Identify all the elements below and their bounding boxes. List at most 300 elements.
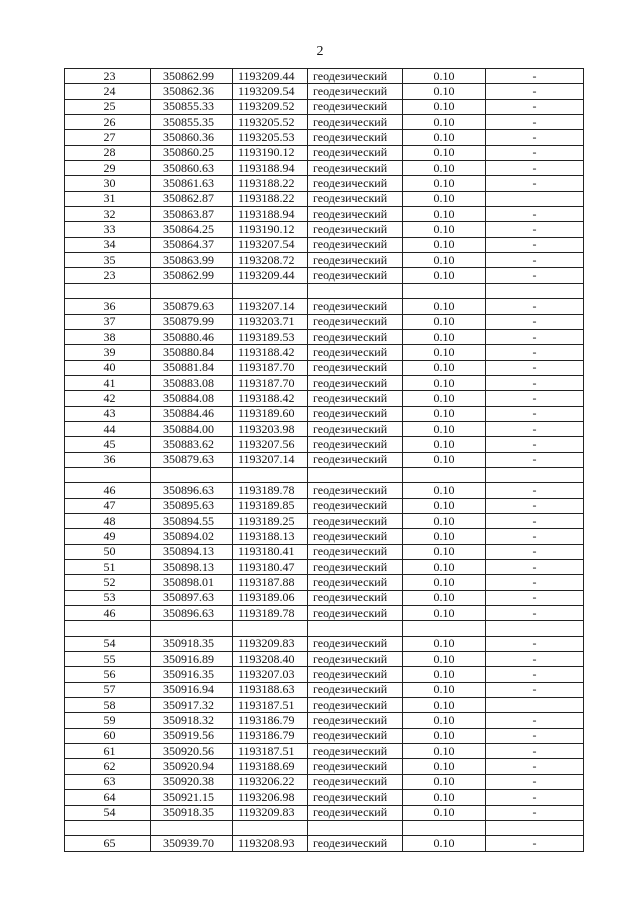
y-coordinate-cell: 1193209.83 xyxy=(233,805,308,820)
description-cell: - xyxy=(486,99,584,114)
coordinates-table xyxy=(64,68,584,852)
accuracy-cell: 0.10 xyxy=(403,790,486,805)
x-coordinate-cell: 350894.13 xyxy=(151,544,233,559)
method-cell: геодезический xyxy=(308,652,403,667)
x-coordinate-cell: 350896.63 xyxy=(151,606,233,621)
empty-cell xyxy=(151,820,233,835)
table-row xyxy=(65,836,584,851)
y-coordinate-cell: 1193180.47 xyxy=(233,560,308,575)
description-cell: - xyxy=(486,452,584,467)
method-cell: геодезический xyxy=(308,314,403,329)
method-cell: геодезический xyxy=(308,222,403,237)
accuracy-cell: 0.10 xyxy=(403,513,486,528)
x-coordinate-cell: 350916.35 xyxy=(151,667,233,682)
method-cell: геодезический xyxy=(308,329,403,344)
accuracy-cell: 0.10 xyxy=(403,253,486,268)
method-cell: геодезический xyxy=(308,360,403,375)
accuracy-cell: 0.10 xyxy=(403,375,486,390)
method-cell: геодезический xyxy=(308,421,403,436)
accuracy-cell: 0.10 xyxy=(403,544,486,559)
table-row xyxy=(65,790,584,805)
description-cell: - xyxy=(486,744,584,759)
method-cell: геодезический xyxy=(308,728,403,743)
x-coordinate-cell: 350881.84 xyxy=(151,360,233,375)
point-number-cell: 59 xyxy=(65,713,151,728)
point-number-cell: 25 xyxy=(65,99,151,114)
accuracy-cell: 0.10 xyxy=(403,84,486,99)
method-cell: геодезический xyxy=(308,560,403,575)
method-cell: геодезический xyxy=(308,790,403,805)
table-row xyxy=(65,69,584,84)
point-number-cell: 46 xyxy=(65,606,151,621)
empty-cell xyxy=(403,621,486,636)
y-coordinate-cell: 1193203.98 xyxy=(233,421,308,436)
method-cell: геодезический xyxy=(308,191,403,206)
description-cell: - xyxy=(486,483,584,498)
x-coordinate-cell: 350862.36 xyxy=(151,84,233,99)
empty-cell xyxy=(403,283,486,298)
description-cell: - xyxy=(486,360,584,375)
y-coordinate-cell: 1193188.69 xyxy=(233,759,308,774)
y-coordinate-cell: 1193190.12 xyxy=(233,145,308,160)
page-number: 2 xyxy=(316,44,324,59)
accuracy-cell: 0.10 xyxy=(403,69,486,84)
accuracy-cell: 0.10 xyxy=(403,391,486,406)
description-cell: - xyxy=(486,590,584,605)
point-number-cell: 42 xyxy=(65,391,151,406)
table-row xyxy=(65,452,584,467)
point-number-cell: 35 xyxy=(65,253,151,268)
x-coordinate-cell: 350894.02 xyxy=(151,529,233,544)
table-spacer-row xyxy=(65,820,584,835)
x-coordinate-cell: 350921.15 xyxy=(151,790,233,805)
x-coordinate-cell: 350897.63 xyxy=(151,590,233,605)
y-coordinate-cell: 1193209.54 xyxy=(233,84,308,99)
method-cell: геодезический xyxy=(308,590,403,605)
description-cell: - xyxy=(486,69,584,84)
point-number-cell: 54 xyxy=(65,805,151,820)
empty-cell xyxy=(308,820,403,835)
method-cell: геодезический xyxy=(308,513,403,528)
description-cell: - xyxy=(486,529,584,544)
x-coordinate-cell: 350862.99 xyxy=(151,69,233,84)
point-number-cell: 64 xyxy=(65,790,151,805)
description-cell xyxy=(486,191,584,206)
table-row xyxy=(65,529,584,544)
description-cell: - xyxy=(486,544,584,559)
table-row xyxy=(65,744,584,759)
x-coordinate-cell: 350895.63 xyxy=(151,498,233,513)
description-cell: - xyxy=(486,728,584,743)
description-cell: - xyxy=(486,329,584,344)
description-cell: - xyxy=(486,237,584,252)
y-coordinate-cell: 1193189.53 xyxy=(233,329,308,344)
description-cell: - xyxy=(486,421,584,436)
y-coordinate-cell: 1193207.03 xyxy=(233,667,308,682)
x-coordinate-cell: 350884.08 xyxy=(151,391,233,406)
table-row xyxy=(65,345,584,360)
accuracy-cell: 0.10 xyxy=(403,698,486,713)
x-coordinate-cell: 350863.87 xyxy=(151,207,233,222)
point-number-cell: 45 xyxy=(65,437,151,452)
table-row xyxy=(65,759,584,774)
description-cell: - xyxy=(486,560,584,575)
empty-cell xyxy=(151,467,233,482)
y-coordinate-cell: 1193187.70 xyxy=(233,375,308,390)
empty-cell xyxy=(403,467,486,482)
empty-cell xyxy=(233,467,308,482)
accuracy-cell: 0.10 xyxy=(403,498,486,513)
x-coordinate-cell: 350918.35 xyxy=(151,805,233,820)
description-cell: - xyxy=(486,759,584,774)
y-coordinate-cell: 1193188.42 xyxy=(233,391,308,406)
accuracy-cell: 0.10 xyxy=(403,237,486,252)
y-coordinate-cell: 1193186.79 xyxy=(233,713,308,728)
point-number-cell: 32 xyxy=(65,207,151,222)
method-cell: геодезический xyxy=(308,774,403,789)
y-coordinate-cell: 1193187.70 xyxy=(233,360,308,375)
method-cell: геодезический xyxy=(308,145,403,160)
y-coordinate-cell: 1193187.88 xyxy=(233,575,308,590)
table-row xyxy=(65,268,584,283)
accuracy-cell: 0.10 xyxy=(403,406,486,421)
x-coordinate-cell: 350916.94 xyxy=(151,682,233,697)
y-coordinate-cell: 1193188.63 xyxy=(233,682,308,697)
description-cell: - xyxy=(486,437,584,452)
accuracy-cell: 0.10 xyxy=(403,774,486,789)
table-row xyxy=(65,636,584,651)
point-number-cell: 31 xyxy=(65,191,151,206)
table-row xyxy=(65,314,584,329)
table-row xyxy=(65,375,584,390)
accuracy-cell: 0.10 xyxy=(403,560,486,575)
accuracy-cell: 0.10 xyxy=(403,575,486,590)
empty-cell xyxy=(65,621,151,636)
point-number-cell: 28 xyxy=(65,145,151,160)
accuracy-cell: 0.10 xyxy=(403,836,486,851)
table-row xyxy=(65,299,584,314)
y-coordinate-cell: 1193207.54 xyxy=(233,237,308,252)
accuracy-cell: 0.10 xyxy=(403,421,486,436)
x-coordinate-cell: 350860.36 xyxy=(151,130,233,145)
method-cell: геодезический xyxy=(308,437,403,452)
method-cell: геодезический xyxy=(308,529,403,544)
accuracy-cell: 0.10 xyxy=(403,145,486,160)
accuracy-cell: 0.10 xyxy=(403,268,486,283)
x-coordinate-cell: 350880.46 xyxy=(151,329,233,344)
table-row xyxy=(65,391,584,406)
method-cell: геодезический xyxy=(308,391,403,406)
y-coordinate-cell: 1193208.93 xyxy=(233,836,308,851)
y-coordinate-cell: 1193208.40 xyxy=(233,652,308,667)
table-row xyxy=(65,191,584,206)
method-cell: геодезический xyxy=(308,84,403,99)
accuracy-cell: 0.10 xyxy=(403,713,486,728)
x-coordinate-cell: 350894.55 xyxy=(151,513,233,528)
method-cell: геодезический xyxy=(308,161,403,176)
y-coordinate-cell: 1193187.51 xyxy=(233,698,308,713)
description-cell: - xyxy=(486,161,584,176)
x-coordinate-cell: 350939.70 xyxy=(151,836,233,851)
y-coordinate-cell: 1193189.60 xyxy=(233,406,308,421)
y-coordinate-cell: 1193188.22 xyxy=(233,191,308,206)
method-cell: геодезический xyxy=(308,805,403,820)
point-number-cell: 65 xyxy=(65,836,151,851)
method-cell: геодезический xyxy=(308,253,403,268)
empty-cell xyxy=(308,621,403,636)
x-coordinate-cell: 350880.84 xyxy=(151,345,233,360)
point-number-cell: 46 xyxy=(65,483,151,498)
description-cell: - xyxy=(486,345,584,360)
description-cell: - xyxy=(486,222,584,237)
point-number-cell: 39 xyxy=(65,345,151,360)
empty-cell xyxy=(233,820,308,835)
empty-cell xyxy=(65,820,151,835)
description-cell: - xyxy=(486,391,584,406)
empty-cell xyxy=(233,283,308,298)
table-row xyxy=(65,698,584,713)
method-cell: геодезический xyxy=(308,544,403,559)
table-row xyxy=(65,513,584,528)
point-number-cell: 47 xyxy=(65,498,151,513)
x-coordinate-cell: 350918.32 xyxy=(151,713,233,728)
method-cell: геодезический xyxy=(308,130,403,145)
y-coordinate-cell: 1193188.42 xyxy=(233,345,308,360)
empty-cell xyxy=(65,467,151,482)
x-coordinate-cell: 350918.35 xyxy=(151,636,233,651)
x-coordinate-cell: 350884.46 xyxy=(151,406,233,421)
x-coordinate-cell: 350883.62 xyxy=(151,437,233,452)
method-cell: геодезический xyxy=(308,176,403,191)
point-number-cell: 27 xyxy=(65,130,151,145)
point-number-cell: 26 xyxy=(65,115,151,130)
point-number-cell: 40 xyxy=(65,360,151,375)
table-row xyxy=(65,421,584,436)
x-coordinate-cell: 350864.25 xyxy=(151,222,233,237)
accuracy-cell: 0.10 xyxy=(403,652,486,667)
description-cell: - xyxy=(486,652,584,667)
y-coordinate-cell: 1193189.06 xyxy=(233,590,308,605)
x-coordinate-cell: 350879.63 xyxy=(151,452,233,467)
accuracy-cell: 0.10 xyxy=(403,360,486,375)
method-cell: геодезический xyxy=(308,375,403,390)
y-coordinate-cell: 1193209.44 xyxy=(233,69,308,84)
method-cell: геодезический xyxy=(308,606,403,621)
point-number-cell: 56 xyxy=(65,667,151,682)
method-cell: геодезический xyxy=(308,698,403,713)
empty-cell xyxy=(151,621,233,636)
method-cell: геодезический xyxy=(308,345,403,360)
description-cell: - xyxy=(486,299,584,314)
y-coordinate-cell: 1193206.22 xyxy=(233,774,308,789)
accuracy-cell: 0.10 xyxy=(403,130,486,145)
point-number-cell: 58 xyxy=(65,698,151,713)
point-number-cell: 52 xyxy=(65,575,151,590)
table-row xyxy=(65,406,584,421)
y-coordinate-cell: 1193188.94 xyxy=(233,161,308,176)
method-cell: геодезический xyxy=(308,299,403,314)
y-coordinate-cell: 1193180.41 xyxy=(233,544,308,559)
method-cell: геодезический xyxy=(308,237,403,252)
y-coordinate-cell: 1193206.98 xyxy=(233,790,308,805)
table-row xyxy=(65,560,584,575)
accuracy-cell: 0.10 xyxy=(403,99,486,114)
point-number-cell: 38 xyxy=(65,329,151,344)
y-coordinate-cell: 1193189.85 xyxy=(233,498,308,513)
table-row xyxy=(65,590,584,605)
description-cell: - xyxy=(486,774,584,789)
description-cell: - xyxy=(486,406,584,421)
x-coordinate-cell: 350919.56 xyxy=(151,728,233,743)
y-coordinate-cell: 1193207.56 xyxy=(233,437,308,452)
y-coordinate-cell: 1193190.12 xyxy=(233,222,308,237)
point-number-cell: 34 xyxy=(65,237,151,252)
table-spacer-row xyxy=(65,467,584,482)
description-cell: - xyxy=(486,805,584,820)
y-coordinate-cell: 1193188.22 xyxy=(233,176,308,191)
empty-cell xyxy=(403,820,486,835)
method-cell: геодезический xyxy=(308,99,403,114)
point-number-cell: 50 xyxy=(65,544,151,559)
accuracy-cell: 0.10 xyxy=(403,191,486,206)
method-cell: геодезический xyxy=(308,207,403,222)
accuracy-cell: 0.10 xyxy=(403,161,486,176)
description-cell xyxy=(486,698,584,713)
table-row xyxy=(65,237,584,252)
y-coordinate-cell: 1193188.13 xyxy=(233,529,308,544)
accuracy-cell: 0.10 xyxy=(403,529,486,544)
point-number-cell: 63 xyxy=(65,774,151,789)
empty-cell xyxy=(486,283,584,298)
point-number-cell: 41 xyxy=(65,375,151,390)
y-coordinate-cell: 1193186.79 xyxy=(233,728,308,743)
table-row xyxy=(65,222,584,237)
table-row xyxy=(65,544,584,559)
accuracy-cell: 0.10 xyxy=(403,805,486,820)
x-coordinate-cell: 350916.89 xyxy=(151,652,233,667)
x-coordinate-cell: 350864.37 xyxy=(151,237,233,252)
accuracy-cell: 0.10 xyxy=(403,314,486,329)
x-coordinate-cell: 350861.63 xyxy=(151,176,233,191)
table-row xyxy=(65,99,584,114)
description-cell: - xyxy=(486,606,584,621)
point-number-cell: 33 xyxy=(65,222,151,237)
x-coordinate-cell: 350898.01 xyxy=(151,575,233,590)
description-cell: - xyxy=(486,498,584,513)
y-coordinate-cell: 1193189.78 xyxy=(233,606,308,621)
x-coordinate-cell: 350920.94 xyxy=(151,759,233,774)
point-number-cell: 29 xyxy=(65,161,151,176)
x-coordinate-cell: 350855.33 xyxy=(151,99,233,114)
description-cell: - xyxy=(486,636,584,651)
accuracy-cell: 0.10 xyxy=(403,759,486,774)
x-coordinate-cell: 350896.63 xyxy=(151,483,233,498)
point-number-cell: 36 xyxy=(65,452,151,467)
point-number-cell: 23 xyxy=(65,69,151,84)
x-coordinate-cell: 350860.63 xyxy=(151,161,233,176)
description-cell: - xyxy=(486,713,584,728)
point-number-cell: 60 xyxy=(65,728,151,743)
x-coordinate-cell: 350855.35 xyxy=(151,115,233,130)
table-row xyxy=(65,682,584,697)
accuracy-cell: 0.10 xyxy=(403,590,486,605)
y-coordinate-cell: 1193205.52 xyxy=(233,115,308,130)
x-coordinate-cell: 350862.87 xyxy=(151,191,233,206)
y-coordinate-cell: 1193209.52 xyxy=(233,99,308,114)
accuracy-cell: 0.10 xyxy=(403,667,486,682)
method-cell: геодезический xyxy=(308,744,403,759)
method-cell: геодезический xyxy=(308,498,403,513)
y-coordinate-cell: 1193187.51 xyxy=(233,744,308,759)
method-cell: геодезический xyxy=(308,836,403,851)
accuracy-cell: 0.10 xyxy=(403,682,486,697)
description-cell: - xyxy=(486,682,584,697)
accuracy-cell: 0.10 xyxy=(403,299,486,314)
empty-cell xyxy=(486,467,584,482)
table-row xyxy=(65,805,584,820)
description-cell: - xyxy=(486,314,584,329)
description-cell: - xyxy=(486,253,584,268)
method-cell: геодезический xyxy=(308,452,403,467)
x-coordinate-cell: 350884.00 xyxy=(151,421,233,436)
description-cell: - xyxy=(486,667,584,682)
x-coordinate-cell: 350863.99 xyxy=(151,253,233,268)
table-row xyxy=(65,84,584,99)
description-cell: - xyxy=(486,268,584,283)
description-cell: - xyxy=(486,575,584,590)
x-coordinate-cell: 350917.32 xyxy=(151,698,233,713)
x-coordinate-cell: 350883.08 xyxy=(151,375,233,390)
y-coordinate-cell: 1193189.78 xyxy=(233,483,308,498)
table-row xyxy=(65,483,584,498)
accuracy-cell: 0.10 xyxy=(403,222,486,237)
table-row xyxy=(65,161,584,176)
method-cell: геодезический xyxy=(308,682,403,697)
point-number-cell: 61 xyxy=(65,744,151,759)
description-cell: - xyxy=(486,84,584,99)
accuracy-cell: 0.10 xyxy=(403,329,486,344)
empty-cell xyxy=(308,467,403,482)
table-row xyxy=(65,145,584,160)
point-number-cell: 53 xyxy=(65,590,151,605)
table-row xyxy=(65,652,584,667)
accuracy-cell: 0.10 xyxy=(403,606,486,621)
point-number-cell: 57 xyxy=(65,682,151,697)
y-coordinate-cell: 1193205.53 xyxy=(233,130,308,145)
point-number-cell: 54 xyxy=(65,636,151,651)
description-cell: - xyxy=(486,375,584,390)
method-cell: геодезический xyxy=(308,268,403,283)
method-cell: геодезический xyxy=(308,667,403,682)
point-number-cell: 55 xyxy=(65,652,151,667)
point-number-cell: 24 xyxy=(65,84,151,99)
table-row xyxy=(65,575,584,590)
accuracy-cell: 0.10 xyxy=(403,452,486,467)
y-coordinate-cell: 1193207.14 xyxy=(233,452,308,467)
y-coordinate-cell: 1193209.44 xyxy=(233,268,308,283)
table-row xyxy=(65,115,584,130)
description-cell: - xyxy=(486,115,584,130)
method-cell: геодезический xyxy=(308,483,403,498)
point-number-cell: 51 xyxy=(65,560,151,575)
y-coordinate-cell: 1193208.72 xyxy=(233,253,308,268)
method-cell: геодезический xyxy=(308,759,403,774)
empty-cell xyxy=(151,283,233,298)
table-row xyxy=(65,360,584,375)
accuracy-cell: 0.10 xyxy=(403,728,486,743)
coordinates-table-body xyxy=(65,69,584,852)
y-coordinate-cell: 1193203.71 xyxy=(233,314,308,329)
